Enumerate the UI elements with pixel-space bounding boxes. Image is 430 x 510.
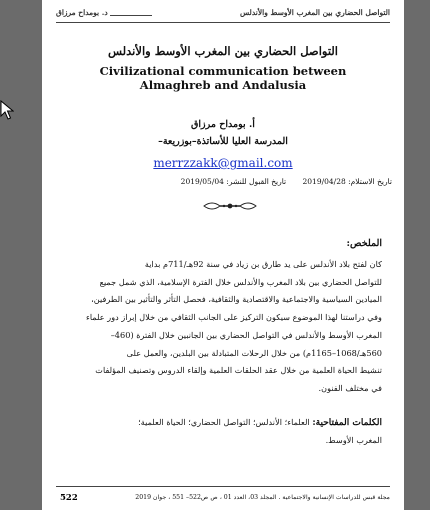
received-date: تاريخ الاستلام: 2019/04/28 xyxy=(302,177,392,186)
keywords-label: الكلمات المفتاحية: xyxy=(312,418,382,428)
author-institution: المدرسة العليا للأساتذة–بوزريعة– xyxy=(158,136,288,147)
abstract-line: المغرب الأوسط والأندلس في التواصل الحضاري بين الجانبين خلال الفترة (460– xyxy=(110,329,382,340)
mouse-pointer-icon xyxy=(0,100,14,120)
keywords-continued: المغرب الأوسط. xyxy=(325,435,382,445)
abstract-line: الميادين السياسية والاجتماعية والاقتصادية والثقافية، فحصل التأثر والتأثير بين الطرفين، xyxy=(91,294,382,305)
keywords-text: العلماء؛ الأندلس؛ التواصل الحضاري؛ الحياة العلمية؛ xyxy=(138,417,310,427)
footer-citation: مجلة قبس للدراسات الإنسانية والاجتماعية . المجلد 03، العدد 01 ، ص ص522– 551 ، جوان 2019 xyxy=(135,494,390,501)
abstract-line: في مختلف الفنون. xyxy=(318,382,382,393)
abstract-body xyxy=(68,256,382,398)
submission-dates xyxy=(134,177,392,186)
abstract-line: للتواصل الحضاري بين بلاد المغرب والأندلس خلال الفترة الإسلامية، الذي شمل جميع xyxy=(99,276,382,287)
author-email-link[interactable]: merrzzakk@gmail.com xyxy=(153,156,293,170)
abstract-line: كان لفتح بلاد الأندلس على يد طارق بن زياد في سنة 92هـ/711م بداية xyxy=(144,259,382,269)
keywords-block xyxy=(68,414,382,449)
arabic-title: التواصل الحضاري بين المغرب الأوسط والأندلس xyxy=(107,44,338,58)
page-footer xyxy=(56,486,390,505)
header-rule xyxy=(110,15,152,16)
abstract-line: 560هـ/1068–1165م) من خلال الرحلات المتبادلة بين البلدين، والعمل على xyxy=(126,347,382,358)
header-title: التواصل الحضاري بين المغرب الأوسط والأندلس xyxy=(239,8,390,17)
running-header xyxy=(56,6,390,24)
abstract-line: وفي دراستنا لهذا الموضوع سيكون التركيز على الجانب الثقافي من خلال إبراز دور علماء xyxy=(85,312,382,323)
ornament-divider-icon xyxy=(202,199,258,213)
accepted-date: تاريخ القبول للنشر: 2019/05/04 xyxy=(180,177,287,186)
document-page xyxy=(42,0,404,510)
abstract-heading: الملخص: xyxy=(346,238,382,249)
page-number: 522 xyxy=(60,493,78,503)
header-underline xyxy=(56,22,390,23)
abstract-line: تنشيط الحياة العلمية من خلال عقد الحلقات العلمية وإلقاء الدروس وتصنيف المؤلفات xyxy=(95,365,382,376)
header-author: د. بومداح مرزاق xyxy=(56,8,108,17)
english-title: Civilizational communication between Almaghreb and Andalusia xyxy=(99,64,347,92)
author-name: أ. بومداح مرزاق xyxy=(191,119,255,130)
